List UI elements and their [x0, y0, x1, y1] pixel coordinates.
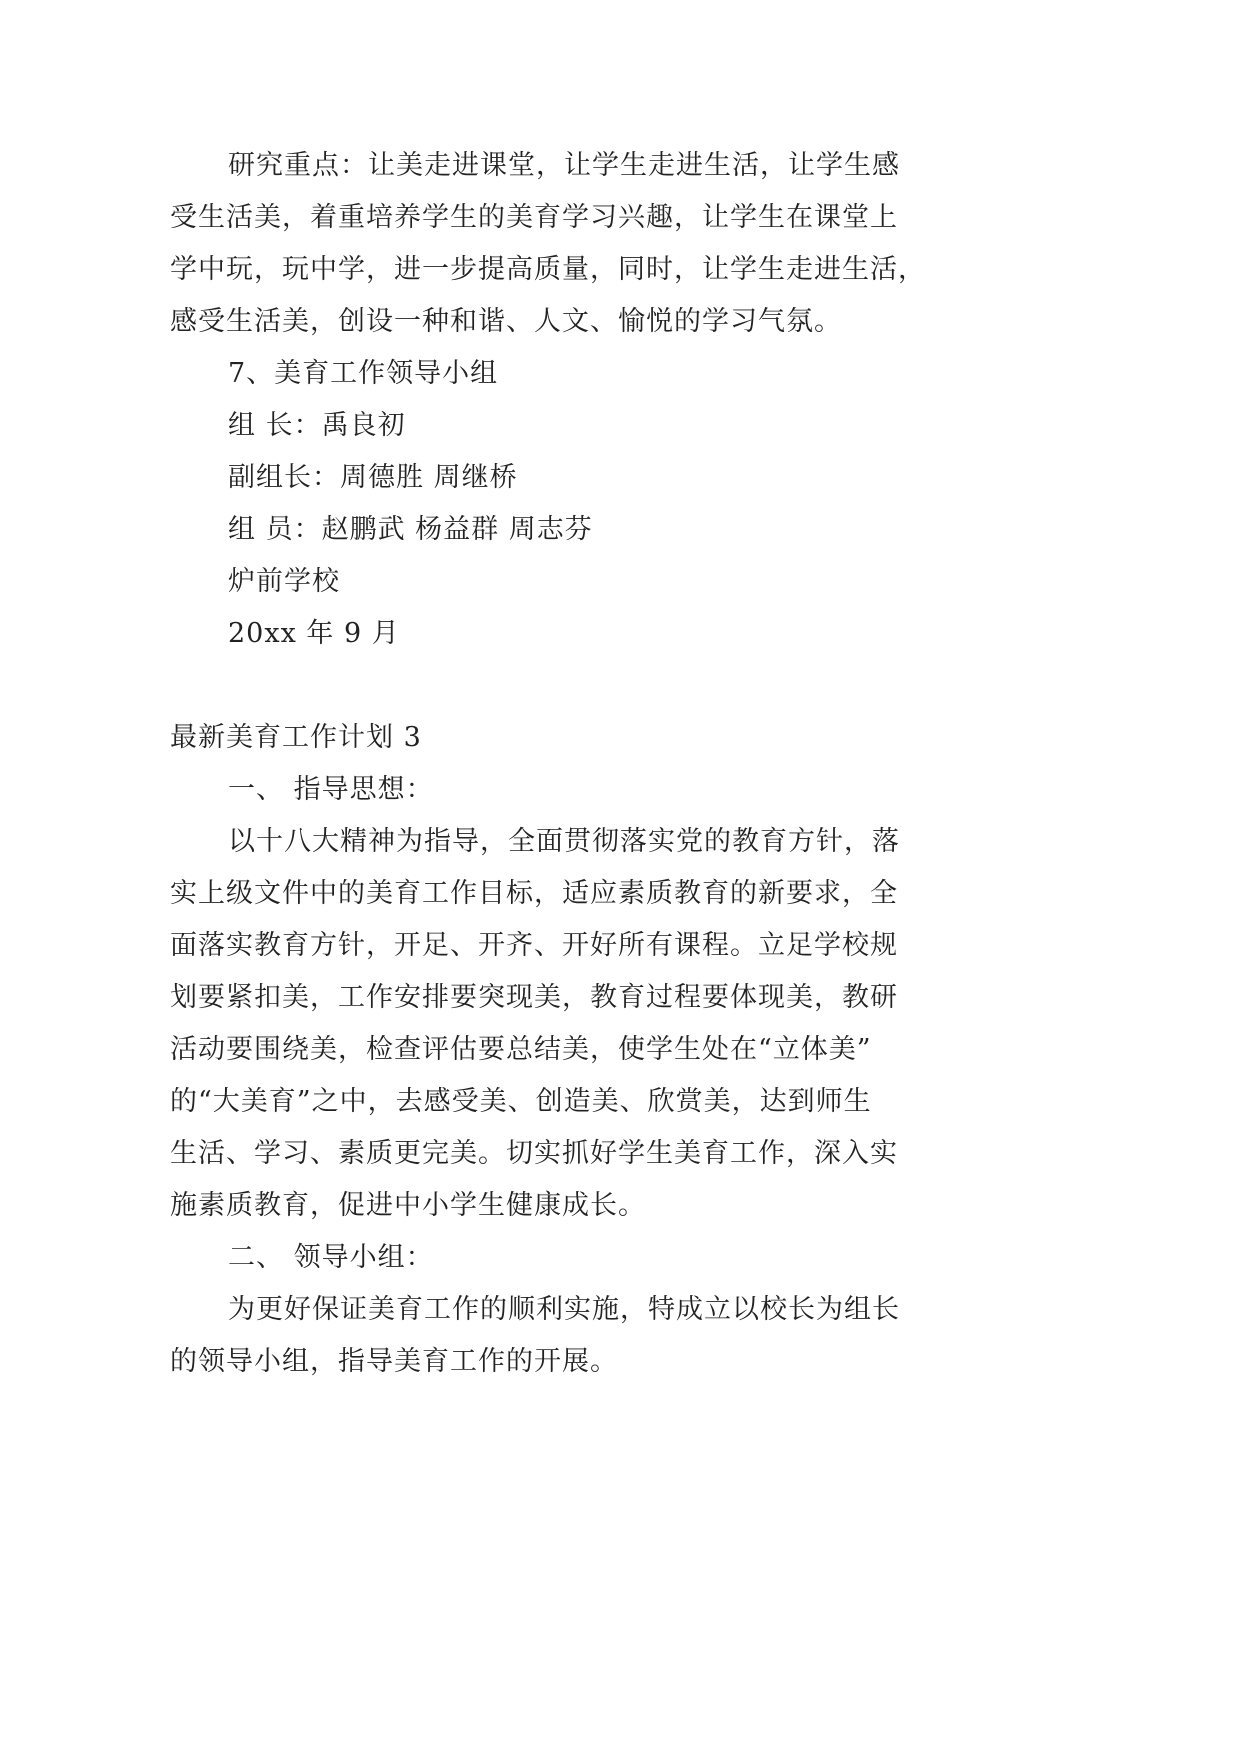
guiding-thought-line-1: 以十八大精神为指导，全面贯彻落实党的教育方针，落	[228, 826, 900, 857]
group-leader: 组 长：禹良初	[228, 410, 406, 441]
guiding-thought-line-2: 实上级文件中的美育工作目标，适应素质教育的新要求，全	[170, 878, 898, 909]
guiding-thought-line-4: 划要紧扣美，工作安排要突现美，教育过程要体现美，教研	[170, 982, 898, 1013]
guiding-thought-line-5: 活动要围绕美，检查评估要总结美，使学生处在“立体美”	[170, 1034, 872, 1065]
heading-leadership-group: 二、 领导小组：	[228, 1242, 434, 1273]
research-focus-line-4: 感受生活美，创设一种和谐、人文、愉悦的学习气氛。	[170, 306, 842, 337]
section-title: 最新美育工作计划 3	[170, 722, 422, 753]
guiding-thought-line-7: 生活、学习、素质更完美。切实抓好学生美育工作，深入实	[170, 1138, 898, 1169]
group-members: 组 员：赵鹏武 杨益群 周志芬	[228, 514, 593, 545]
school-name: 炉前学校	[228, 566, 340, 597]
heading-guiding-thought: 一、 指导思想：	[228, 774, 434, 805]
guiding-thought-line-6: 的“大美育”之中，去感受美、创造美、欣赏美，达到师生	[170, 1086, 872, 1117]
leadership-heading: 7、美育工作领导小组	[228, 358, 499, 389]
research-focus-line-2: 受生活美，着重培养学生的美育学习兴趣，让学生在课堂上	[170, 202, 898, 233]
research-focus-line-3: 学中玩，玩中学，进一步提高质量，同时，让学生走进生活，	[170, 254, 926, 285]
guiding-thought-line-3: 面落实教育方针，开足、开齐、开好所有课程。立足学校规	[170, 930, 898, 961]
leadership-group-line-2: 的领导小组，指导美育工作的开展。	[170, 1346, 618, 1377]
guiding-thought-line-8: 施素质教育，促进中小学生健康成长。	[170, 1190, 646, 1221]
document-date: 20xx 年 9 月	[228, 618, 400, 649]
leadership-group-line-1: 为更好保证美育工作的顺利实施，特成立以校长为组长	[228, 1294, 900, 1325]
deputy-leaders: 副组长：周德胜 周继桥	[228, 462, 518, 493]
research-focus-line-1: 研究重点：让美走进课堂，让学生走进生活，让学生感	[228, 150, 900, 181]
